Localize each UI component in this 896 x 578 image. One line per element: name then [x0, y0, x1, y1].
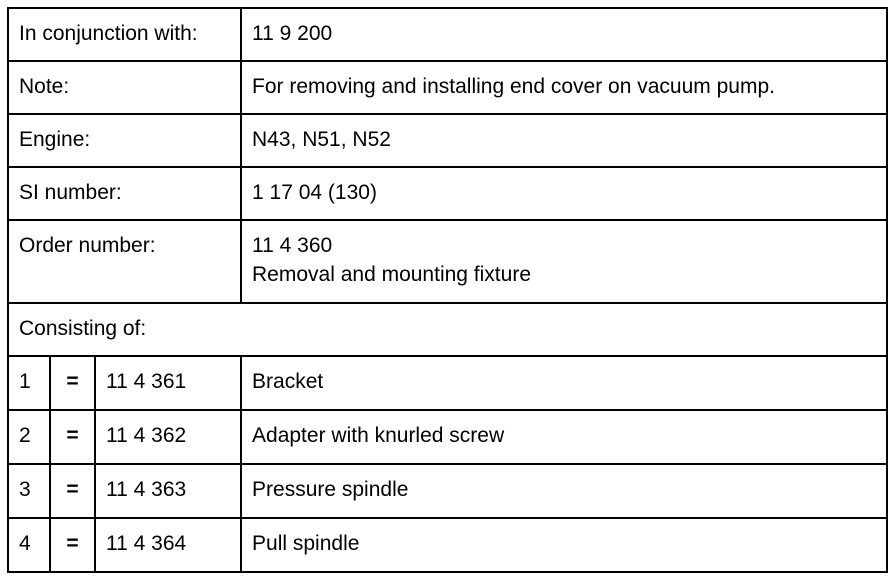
part-equals: =	[50, 464, 95, 518]
part-index: 2	[8, 410, 50, 464]
part-number: 11 4 361	[95, 356, 241, 410]
tool-info-table	[7, 7, 888, 573]
row-consisting-of	[8, 303, 887, 356]
value-si-number: 1 17 04 (130)	[241, 167, 887, 220]
part-equals: =	[50, 356, 95, 410]
part-index: 4	[8, 518, 50, 572]
part-number: 11 4 363	[95, 464, 241, 518]
part-number: 11 4 362	[95, 410, 241, 464]
value-order-number	[241, 220, 887, 303]
part-name: Bracket	[241, 356, 887, 410]
part-name: Adapter with knurled screw	[241, 410, 887, 464]
label-consisting-of: Consisting of:	[8, 303, 887, 356]
part-row	[8, 464, 887, 518]
part-name: Pressure spindle	[241, 464, 887, 518]
label-si-number: SI number:	[8, 167, 241, 220]
part-name: Pull spindle	[241, 518, 887, 572]
value-note: For removing and installing end cover on vacuum pump.	[241, 61, 887, 114]
row-order-number	[8, 220, 887, 303]
part-equals: =	[50, 410, 95, 464]
part-row	[8, 518, 887, 572]
order-description: Removal and mounting fixture	[252, 263, 531, 286]
part-index: 1	[8, 356, 50, 410]
row-in-conjunction	[8, 8, 887, 61]
row-engine	[8, 114, 887, 167]
row-si-number	[8, 167, 887, 220]
part-row	[8, 356, 887, 410]
value-engine: N43, N51, N52	[241, 114, 887, 167]
part-row	[8, 410, 887, 464]
label-note: Note:	[8, 61, 241, 114]
label-in-conjunction: In conjunction with:	[8, 8, 241, 61]
label-engine: Engine:	[8, 114, 241, 167]
part-equals: =	[50, 518, 95, 572]
part-number: 11 4 364	[95, 518, 241, 572]
label-order-number: Order number:	[8, 220, 241, 303]
part-index: 3	[8, 464, 50, 518]
value-in-conjunction: 11 9 200	[241, 8, 887, 61]
row-note	[8, 61, 887, 114]
order-number-value: 11 4 360	[252, 234, 333, 257]
